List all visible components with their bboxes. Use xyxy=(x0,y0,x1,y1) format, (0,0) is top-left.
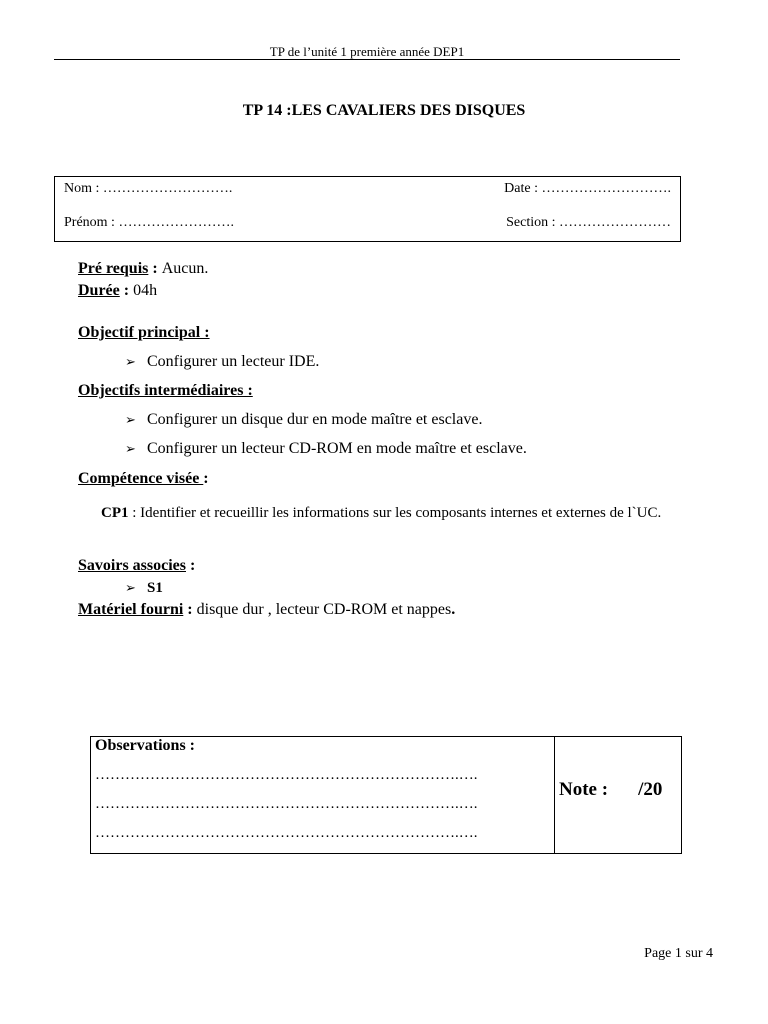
duree-label: Durée xyxy=(78,282,120,299)
competence-cp1 xyxy=(78,499,690,527)
arrow-bullet-icon: ➢ xyxy=(125,412,136,427)
observations-cell xyxy=(91,737,555,853)
observation-line: ……………………………………………………………….…. xyxy=(95,825,478,841)
objectifs-intermediaires-heading: Objectifs intermédiaires : xyxy=(78,382,253,399)
section-field: Section : …………………… xyxy=(506,215,671,230)
note-denominator: /20 xyxy=(638,779,663,800)
note-label: Note : xyxy=(559,779,609,800)
prenom-field: Prénom : ……………………. xyxy=(64,215,234,230)
observations-title: Observations : xyxy=(95,737,195,754)
list-item: ➢ S1 xyxy=(125,580,163,596)
duree-value: 04h xyxy=(133,282,158,299)
arrow-bullet-icon: ➢ xyxy=(125,580,136,595)
observation-line: ……………………………………………………………….…. xyxy=(95,767,478,783)
list-item: ➢ Configurer un lecteur IDE. xyxy=(125,353,320,370)
date-field: Date : ………………………. xyxy=(504,181,671,196)
cp1-text: : Identifier et recueillir les informations sur les composants internes et externes de l`UC. xyxy=(128,505,662,521)
materiel-value: disque dur , lecteur CD-ROM et nappes xyxy=(196,601,452,618)
nom-field: Nom : ………………………. xyxy=(64,181,233,196)
observations-table xyxy=(90,736,682,854)
objectif-principal-heading: Objectif principal : xyxy=(78,324,210,341)
arrow-bullet-icon: ➢ xyxy=(125,354,136,369)
observation-line: ……………………………………………………………….…. xyxy=(95,796,478,812)
student-info-box xyxy=(54,176,681,242)
header-rule xyxy=(54,59,680,60)
prerequis-value: Aucun. xyxy=(161,260,209,277)
competence-heading: Compétence visée : xyxy=(78,470,209,487)
arrow-bullet-icon: ➢ xyxy=(125,441,136,456)
duree-line: Durée : 04h xyxy=(78,282,158,299)
cp1-code: CP1 xyxy=(101,505,129,521)
running-header: TP de l’unité 1 première année DEP1 xyxy=(269,44,465,59)
page-title: TP 14 :LES CAVALIERS DES DISQUES xyxy=(242,102,526,119)
note-cell xyxy=(559,779,662,801)
materiel-label: Matériel fourni xyxy=(78,601,184,618)
list-item: ➢ Configurer un lecteur CD-ROM en mode maître et esclave. xyxy=(125,440,527,457)
list-item: ➢ Configurer un disque dur en mode maître et esclave. xyxy=(125,411,483,428)
page-number: Page 1 sur 4 xyxy=(644,946,713,961)
prerequis-label: Pré requis xyxy=(78,260,149,277)
prerequis-line: Pré requis : Aucun. xyxy=(78,260,209,277)
savoirs-heading: Savoirs associes : xyxy=(78,557,196,574)
materiel-line: Matériel fourni : disque dur , lecteur CD-ROM et nappes. xyxy=(78,601,456,618)
